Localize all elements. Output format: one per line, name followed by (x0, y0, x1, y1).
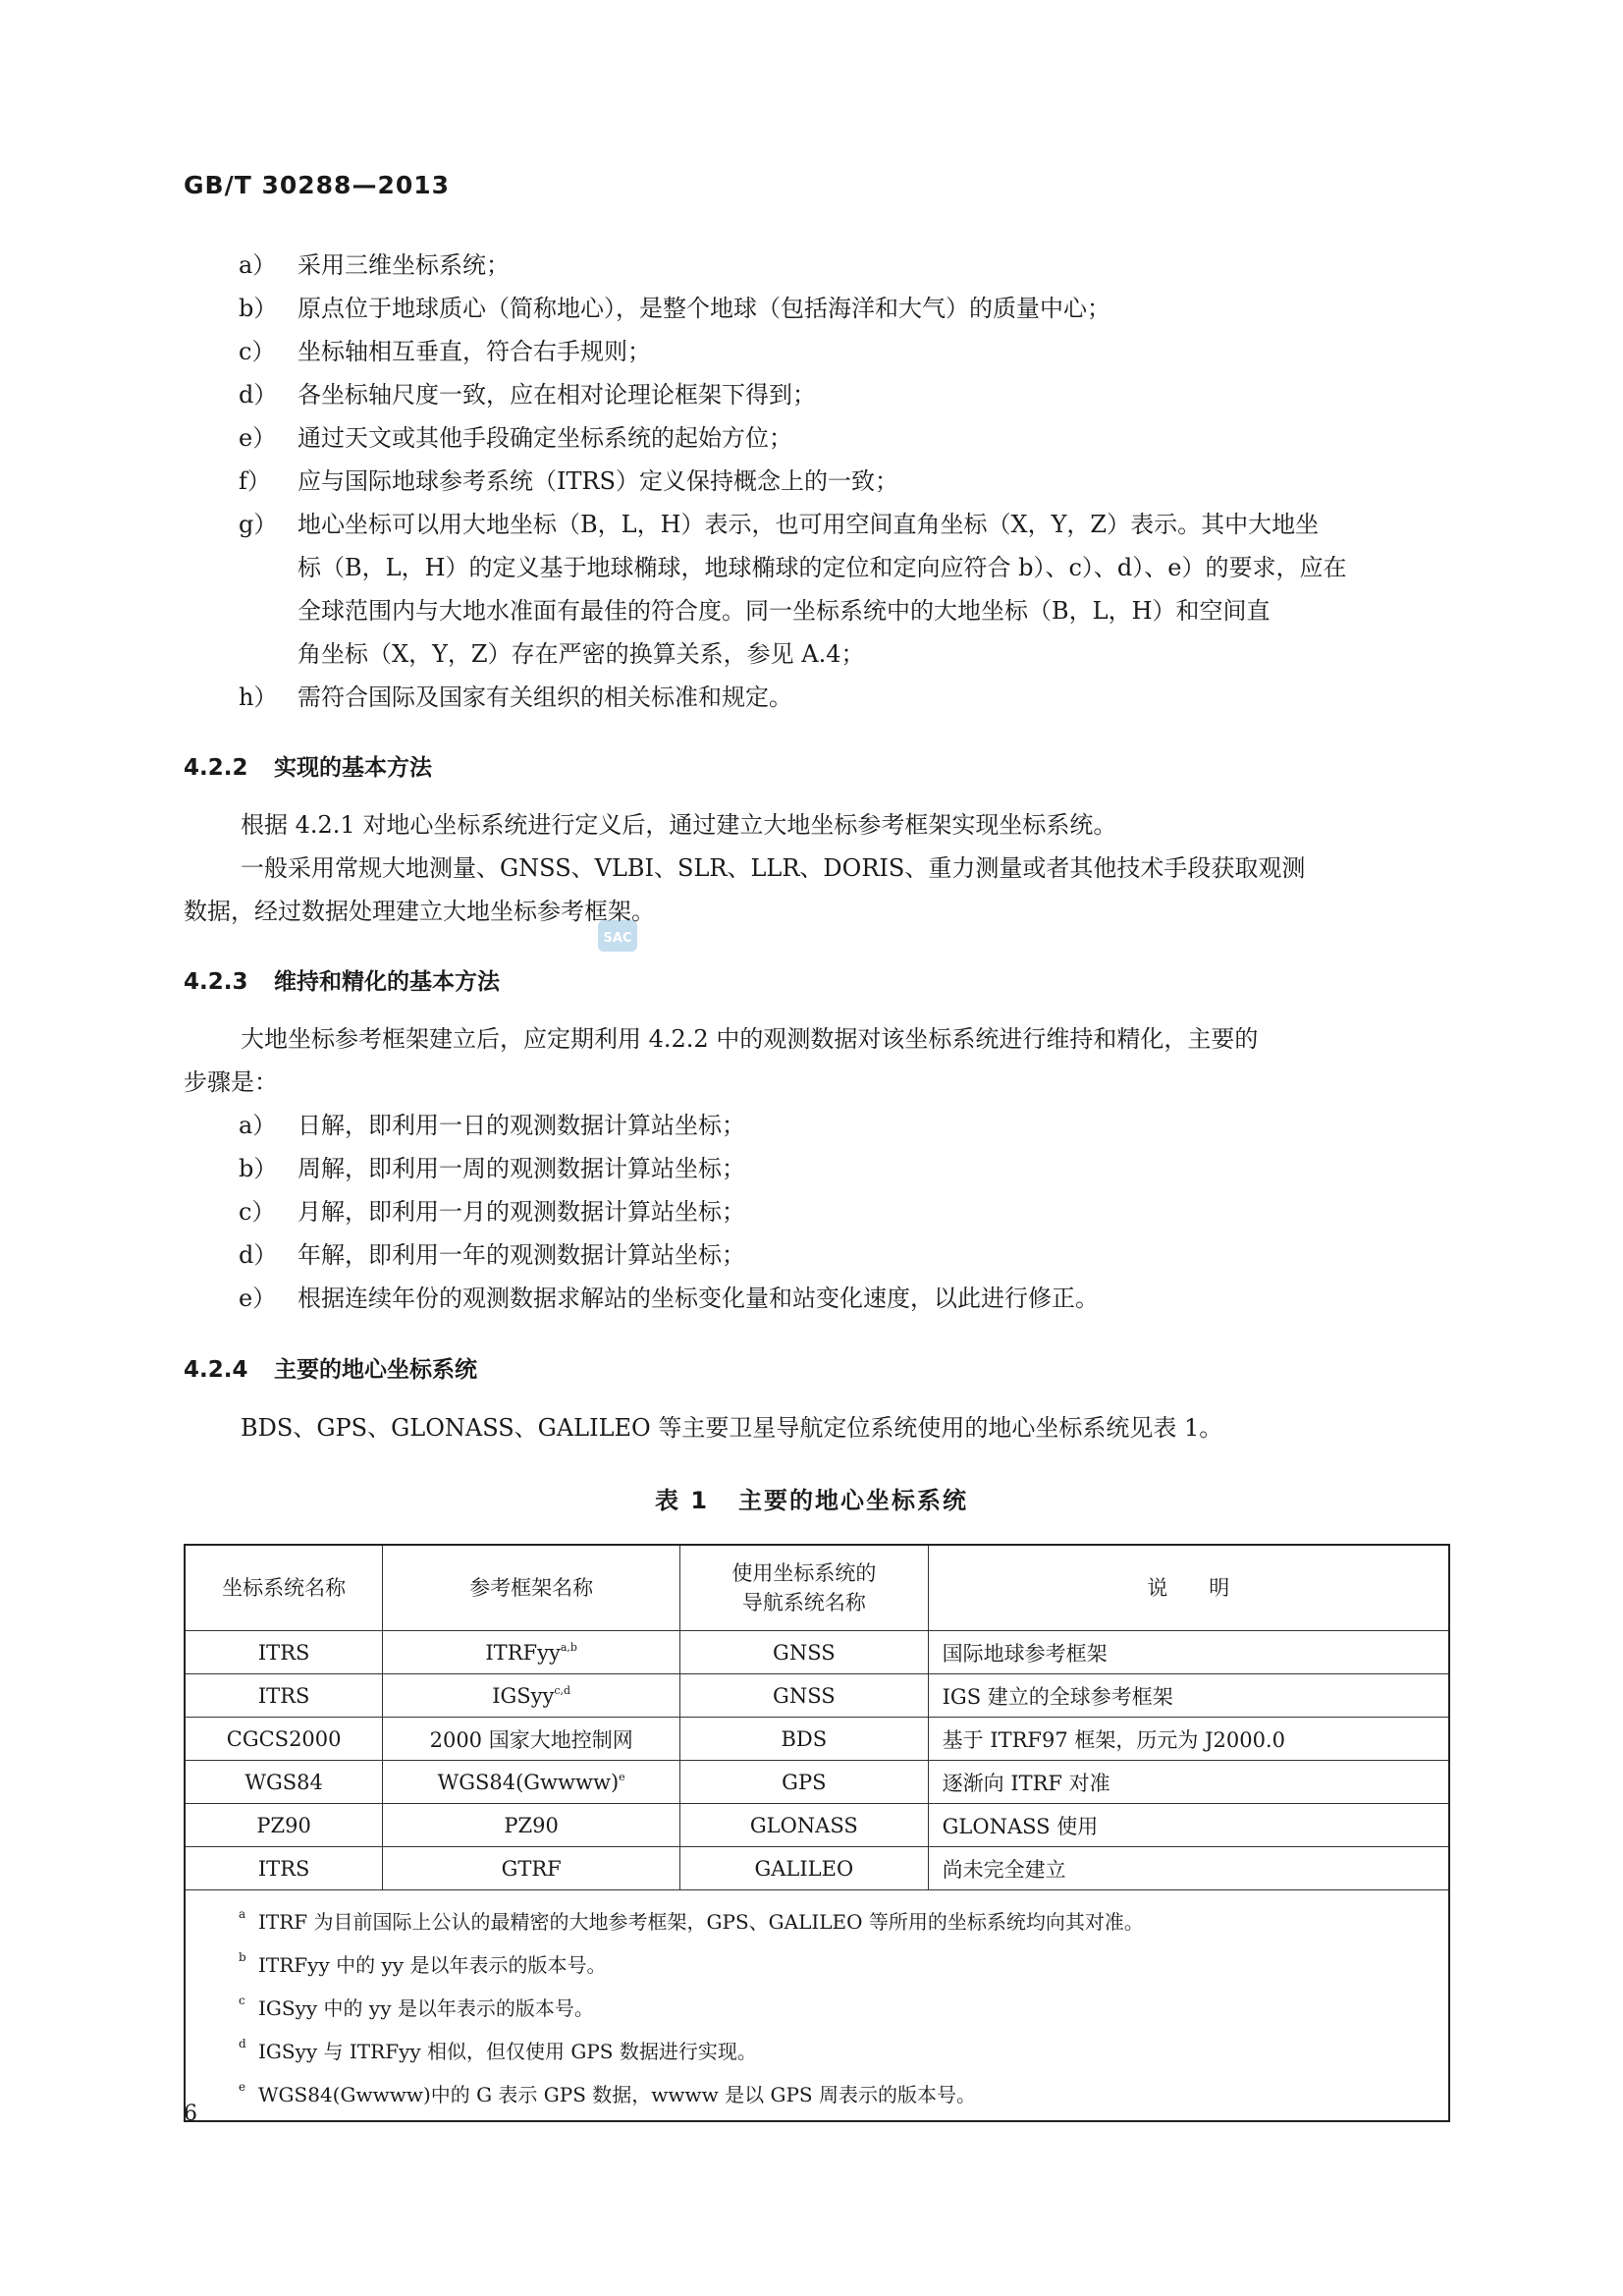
column-header: 坐标系统名称 (185, 1545, 383, 1631)
item-marker: e） (239, 424, 277, 452)
table-cell: 尚未完全建立 (928, 1847, 1449, 1890)
item-text: 月解，即利用一月的观测数据计算站坐标； (298, 1198, 745, 1226)
list-item (239, 373, 1347, 416)
column-header: 说 明 (928, 1545, 1449, 1631)
table-note: d IGSyy 与 ITRFyy 相似，但仅使用 GPS 数据进行实现。 (239, 2037, 757, 2063)
item-marker: b） (239, 295, 278, 322)
table-row (185, 1761, 1449, 1804)
table-row (185, 1847, 1449, 1890)
item-text: 原点位于地球质心（简称地心），是整个地球（包括海洋和大气）的质量中心； (298, 295, 1110, 322)
requirements-list (239, 244, 1347, 719)
table-cell: GTRF (383, 1847, 680, 1890)
table-cell: WGS84 (185, 1761, 383, 1804)
list-item (239, 244, 1347, 287)
section-number: 4.2.2 (184, 755, 248, 781)
table-label: 表 1 (654, 1487, 710, 1514)
item-marker: a） (239, 1112, 277, 1139)
paragraph: BDS、GPS、GLONASS、GALILEO 等主要卫星导航定位系统使用的地心坐标系统见表 1。 (241, 1414, 1223, 1442)
table-cell: 逐渐向 ITRF 对准 (928, 1761, 1449, 1804)
list-item (239, 1104, 1099, 1147)
table-cell: PZ90 (185, 1804, 383, 1847)
table-cell: IGSyy$^{c,d}$ (383, 1674, 680, 1718)
item-text: 需符合国际及国家有关组织的相关标准和规定。 (298, 683, 792, 711)
table-cell: GLONASS 使用 (928, 1804, 1449, 1847)
section-heading-4-2-4 (184, 1351, 477, 1384)
table-row (185, 1674, 1449, 1718)
paragraph: 根据 4.2.1 对地心坐标系统进行定义后，通过建立大地坐标参考框架实现坐标系统。 一般采用常规大地测量、GNSS、VLBI、SLR、LLR、DORIS、重力测量或者其他技术手段获取观测 数据，经过数据处理建立大地坐标参考框架。 (184, 811, 1306, 925)
item-text: 采用三维坐标系统； (298, 251, 510, 279)
item-marker: g） (239, 511, 278, 538)
table-cell: GNSS (680, 1674, 929, 1718)
list-item (239, 416, 1347, 460)
steps-list (239, 1104, 1099, 1320)
table-cell: GALILEO (680, 1847, 929, 1890)
svg-text:SAC: SAC (603, 931, 632, 946)
item-g-line-3: 全球范围内与大地水准面有最佳的符合度。同一坐标系统中的大地坐标（B，L，H）和空间直 (298, 597, 1271, 625)
table-cell: IGS 建立的全球参考框架 (928, 1674, 1449, 1718)
table-row (185, 1804, 1449, 1847)
item-marker: d） (239, 1241, 278, 1269)
table-cell: CGCS2000 (185, 1718, 383, 1761)
table-note: c IGSyy 中的 yy 是以年表示的版本号。 (239, 1994, 594, 2020)
table-header-row (185, 1545, 1449, 1631)
page-number: 6 (184, 2102, 197, 2126)
item-text: 周解，即利用一周的观测数据计算站坐标； (298, 1155, 745, 1182)
item-text: 日解，即利用一日的观测数据计算站坐标； (298, 1112, 745, 1139)
table-cell: WGS84(Gwwww)$^e$ (383, 1761, 680, 1804)
table-cell: ITRS (185, 1847, 383, 1890)
section-heading-4-2-2 (184, 749, 432, 782)
item-marker: e） (239, 1285, 277, 1312)
item-text: 坐标轴相互垂直，符合右手规则； (298, 338, 651, 365)
table-cell: 国际地球参考框架 (928, 1631, 1449, 1674)
table-cell: 2000 国家大地控制网 (383, 1718, 680, 1761)
item-marker: f） (239, 467, 271, 495)
list-item (239, 460, 1347, 503)
list-item (239, 1277, 1099, 1320)
item-marker: d） (239, 381, 278, 409)
column-header: 参考框架名称 (383, 1545, 680, 1631)
item-text: 年解，即利用一年的观测数据计算站坐标； (298, 1241, 745, 1269)
list-item (239, 676, 1347, 719)
table-row (185, 1631, 1449, 1674)
table-notes-row (185, 1890, 1449, 2122)
table-cell: ITRFyy$^{a,b}$ (383, 1631, 680, 1674)
table-note: a ITRF 为目前国际上公认的最精密的大地参考框架，GPS、GALILEO 等所用的坐标系统均向其对准。 (239, 1907, 1144, 1934)
table-cell: BDS (680, 1718, 929, 1761)
table-note: e WGS84(Gwwww)中的 G 表示 GPS 数据，wwww 是以 GPS 周表示的版本号。 (239, 2080, 976, 2106)
item-g-line-2: 标（B，L，H）的定义基于地球椭球，地球椭球的定位和定向应符合 b）、c）、d）、e）的要求，应在 (298, 554, 1347, 581)
list-item (239, 1190, 1099, 1233)
item-marker: c） (239, 1198, 276, 1226)
section-heading-4-2-3 (184, 963, 500, 996)
section-number: 4.2.3 (184, 969, 248, 995)
standard-number: GB/T 30288—2013 (184, 171, 451, 199)
item-marker: b） (239, 1155, 278, 1182)
item-marker: c） (239, 338, 276, 365)
table-notes (185, 1890, 1449, 2122)
item-marker: h） (239, 683, 278, 711)
list-item (239, 330, 1347, 373)
section-title: 主要的地心坐标系统 (274, 1357, 477, 1383)
item-text: 应与国际地球参考系统（ITRS）定义保持概念上的一致； (298, 467, 898, 495)
table-cell: ITRS (185, 1674, 383, 1718)
section-title: 维持和精化的基本方法 (274, 969, 500, 995)
table-cell: ITRS (185, 1631, 383, 1674)
item-marker: a） (239, 251, 277, 279)
item-g-line-1: 地心坐标可以用大地坐标（B，L，H）表示，也可用空间直角坐标（X，Y，Z）表示。其中大地坐 (298, 511, 1320, 538)
table-note: b ITRFyy 中的 yy 是以年表示的版本号。 (239, 1950, 607, 1977)
list-item (239, 287, 1347, 330)
item-text: 各坐标轴尺度一致，应在相对论理论框架下得到； (298, 381, 816, 409)
table-cell: GLONASS (680, 1804, 929, 1847)
paragraph: 大地坐标参考框架建立后，应定期利用 4.2.2 中的观测数据对该坐标系统进行维持和精化，主要的 步骤是： (184, 1025, 1259, 1096)
list-item (239, 1147, 1099, 1190)
sac-watermark-icon (596, 914, 639, 957)
column-header: 使用坐标系统的 导航系统名称 (680, 1545, 929, 1631)
table-title: 主要的地心坐标系统 (738, 1487, 969, 1514)
list-item-g (239, 503, 1347, 676)
section-number: 4.2.4 (184, 1357, 248, 1383)
geocentric-systems-table (184, 1544, 1450, 2122)
table-cell: PZ90 (383, 1804, 680, 1847)
item-g-line-4: 角坐标（X，Y，Z）存在严密的换算关系，参见 A.4； (298, 640, 865, 668)
item-text: 通过天文或其他手段确定坐标系统的起始方位； (298, 424, 792, 452)
table-caption (0, 1481, 1623, 1515)
table-cell: GNSS (680, 1631, 929, 1674)
section-title: 实现的基本方法 (274, 755, 432, 781)
table-row (185, 1718, 1449, 1761)
list-item (239, 1233, 1099, 1277)
item-text: 根据连续年份的观测数据求解站的坐标变化量和站变化速度，以此进行修正。 (298, 1285, 1099, 1312)
table-cell: GPS (680, 1761, 929, 1804)
table-cell: 基于 ITRF97 框架，历元为 J2000.0 (928, 1718, 1449, 1761)
